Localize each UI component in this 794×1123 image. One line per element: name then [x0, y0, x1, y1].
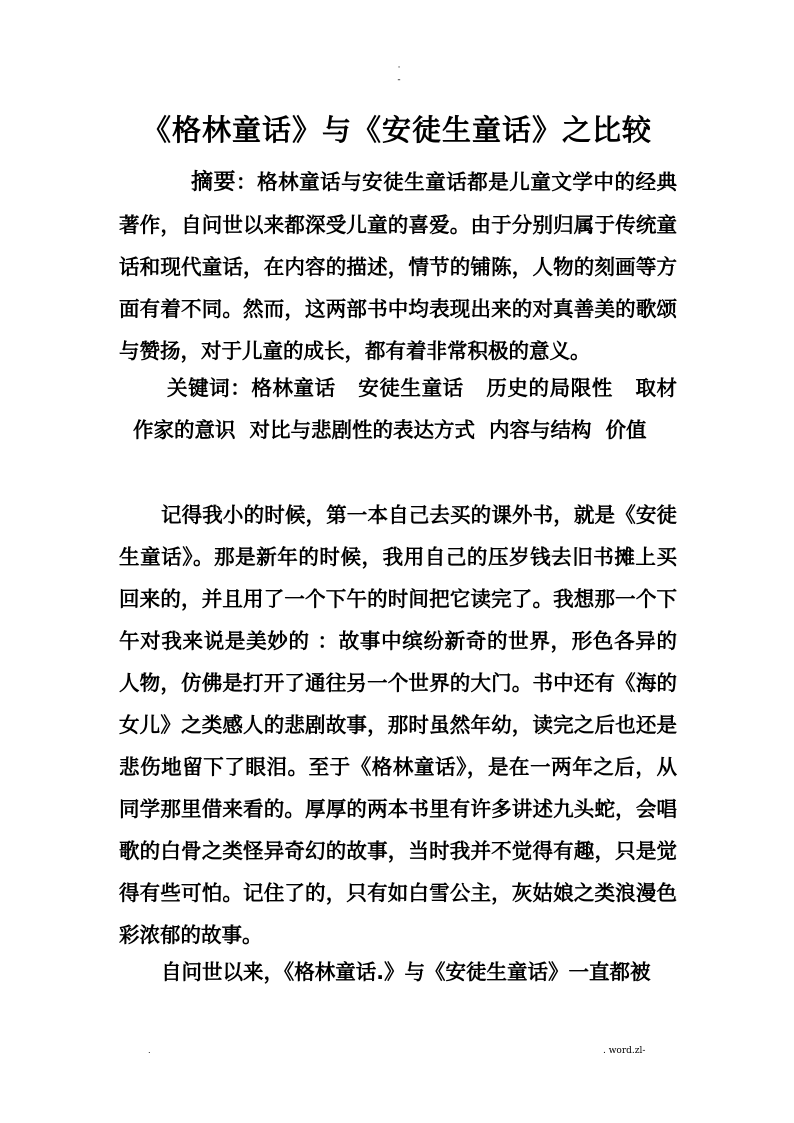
body-paragraph: 记得我小的时候，第一本自己去买的课外书，就是《安徒生童话》。那是新年的时候，我用自己的压岁钱去旧书摊上买回来的，并且用了一个下午的时间把它读完了。我想那一个下午对我来说是美妙的 ：故事中缤纷新奇的世界，形色各异的人物，仿佛是打开了通往另一个世界的大门。书中还有《海的女儿》之类感人的悲剧故事，那时虽然年幼，读完之后也还是悲伤地留下了眼泪。至于《格林童话》，是在一两年之后，从同学那里借来看的。厚厚的两本书里有许多讲述九头蛇，会唱歌的白骨之类怪异奇幻的故事，当时我并不觉得有趣，只是觉得有些可怕。记住了的，只有如白雪公主，灰姑娘之类浪漫色彩浓郁的故事。 [119, 503, 677, 947]
abstract-label: 摘要 [191, 170, 237, 195]
keyword-item: 价值 [605, 418, 647, 442]
keyword-item: 作家的意识 [133, 418, 236, 442]
keywords-paragraph [119, 367, 677, 451]
keyword-item: 历史的局限性 [485, 376, 613, 400]
footer-right-text: . word.zl- [603, 1046, 646, 1056]
keywords-separator: ： [230, 376, 252, 400]
keywords-label: 关键词 [167, 376, 231, 400]
keyword-item: 取材 [634, 376, 678, 400]
footer-left-mark: . [148, 1046, 151, 1055]
abstract-text: ：格林童话与安徒生童话都是儿童文学中的经典著作，自问世以来都深受儿童的喜爱。由于分别归属于传统童话和现代童话，在内容的描述，情节的铺陈，人物的刻画等方面有着不同。然而，这两部书中均表现出来的对真善美的歌颂与赞扬，对于儿童的成长，都有着非常积极的意义。 [119, 170, 677, 363]
header-mark-dash: - [397, 75, 401, 85]
header-mark-dot: · [397, 63, 401, 73]
keyword-item: 格林童话 [251, 376, 336, 400]
document-title: 《格林童话》与《安徒生童话》之比较 [141, 113, 652, 147]
body-paragraph: 自问世以来，《格林童话.》与《安徒生童话》一直都被 [161, 960, 651, 984]
keyword-item: 安徒生童话 [357, 376, 464, 400]
abstract-paragraph [119, 161, 677, 372]
keyword-item: 对比与悲剧性的表达方式 [249, 418, 475, 442]
header-mark [396, 62, 402, 86]
keyword-item: 内容与结构 [489, 418, 592, 442]
